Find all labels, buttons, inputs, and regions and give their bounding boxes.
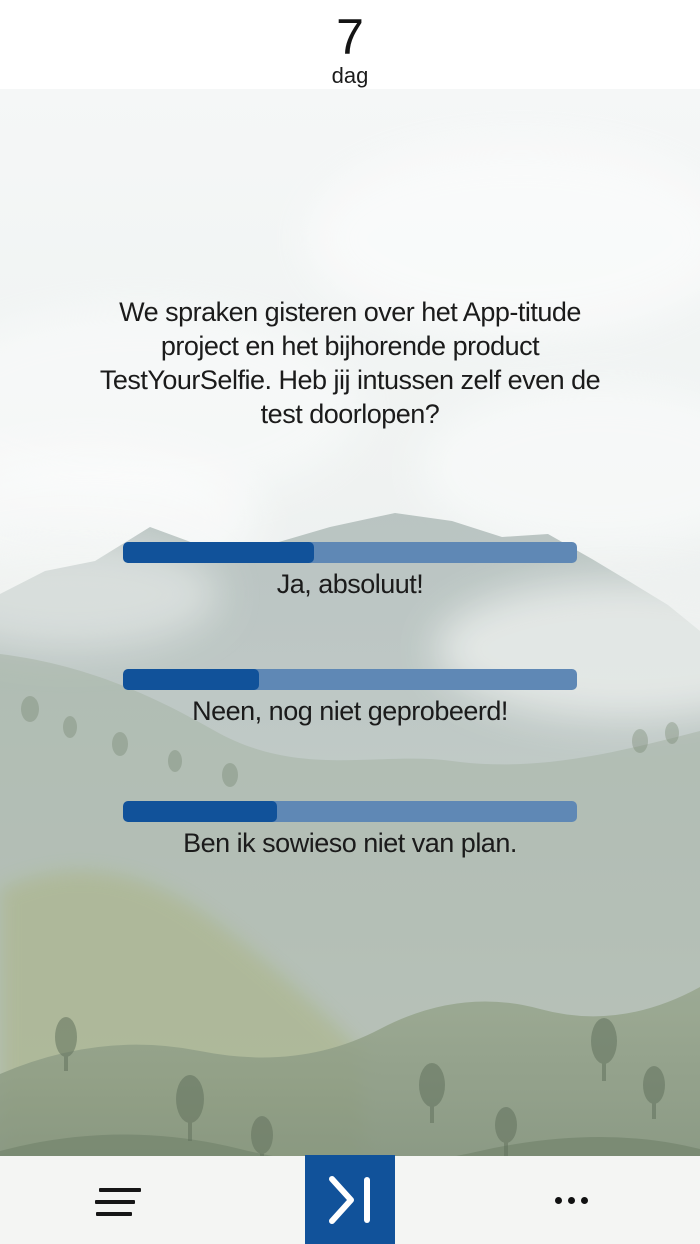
poll-option-1[interactable] <box>0 542 700 600</box>
poll-option-2-label: Neen, nog niet geprobeerd! <box>192 696 508 726</box>
day-header <box>0 0 700 89</box>
poll-option-2-bar-track <box>123 669 577 690</box>
poll-question-line: test doorlopen? <box>260 399 440 429</box>
poll-option-2-bar-fill <box>123 669 259 690</box>
poll-option-1-bar-fill <box>123 542 314 563</box>
more-options-button[interactable] <box>540 1186 602 1214</box>
poll-option-1-bar-track <box>123 542 577 563</box>
poll-question <box>0 295 700 431</box>
poll-question-line: We spraken gisteren over het App-titude <box>119 297 581 327</box>
poll-option-3[interactable] <box>0 801 700 859</box>
content-area <box>0 89 700 1244</box>
menu-button[interactable] <box>95 1180 165 1224</box>
bottom-navbar <box>0 1156 700 1244</box>
background-landscape-image <box>0 89 700 1244</box>
day-number: 7 <box>336 9 364 65</box>
poll-option-3-label: Ben ik sowieso niet van plan. <box>183 828 517 858</box>
poll-option-1-label: Ja, absoluut! <box>276 569 424 599</box>
poll-option-2[interactable] <box>0 669 700 727</box>
poll-question-line: TestYourSelfie. Heb jij intussen zelf even de <box>99 365 601 395</box>
poll-option-3-bar-fill <box>123 801 277 822</box>
skip-next-icon <box>328 1175 372 1225</box>
day-label: dag <box>331 63 369 88</box>
next-day-button[interactable] <box>305 1155 395 1244</box>
poll-question-line: project en het bijhorende product <box>160 331 540 361</box>
poll-option-3-bar-track <box>123 801 577 822</box>
